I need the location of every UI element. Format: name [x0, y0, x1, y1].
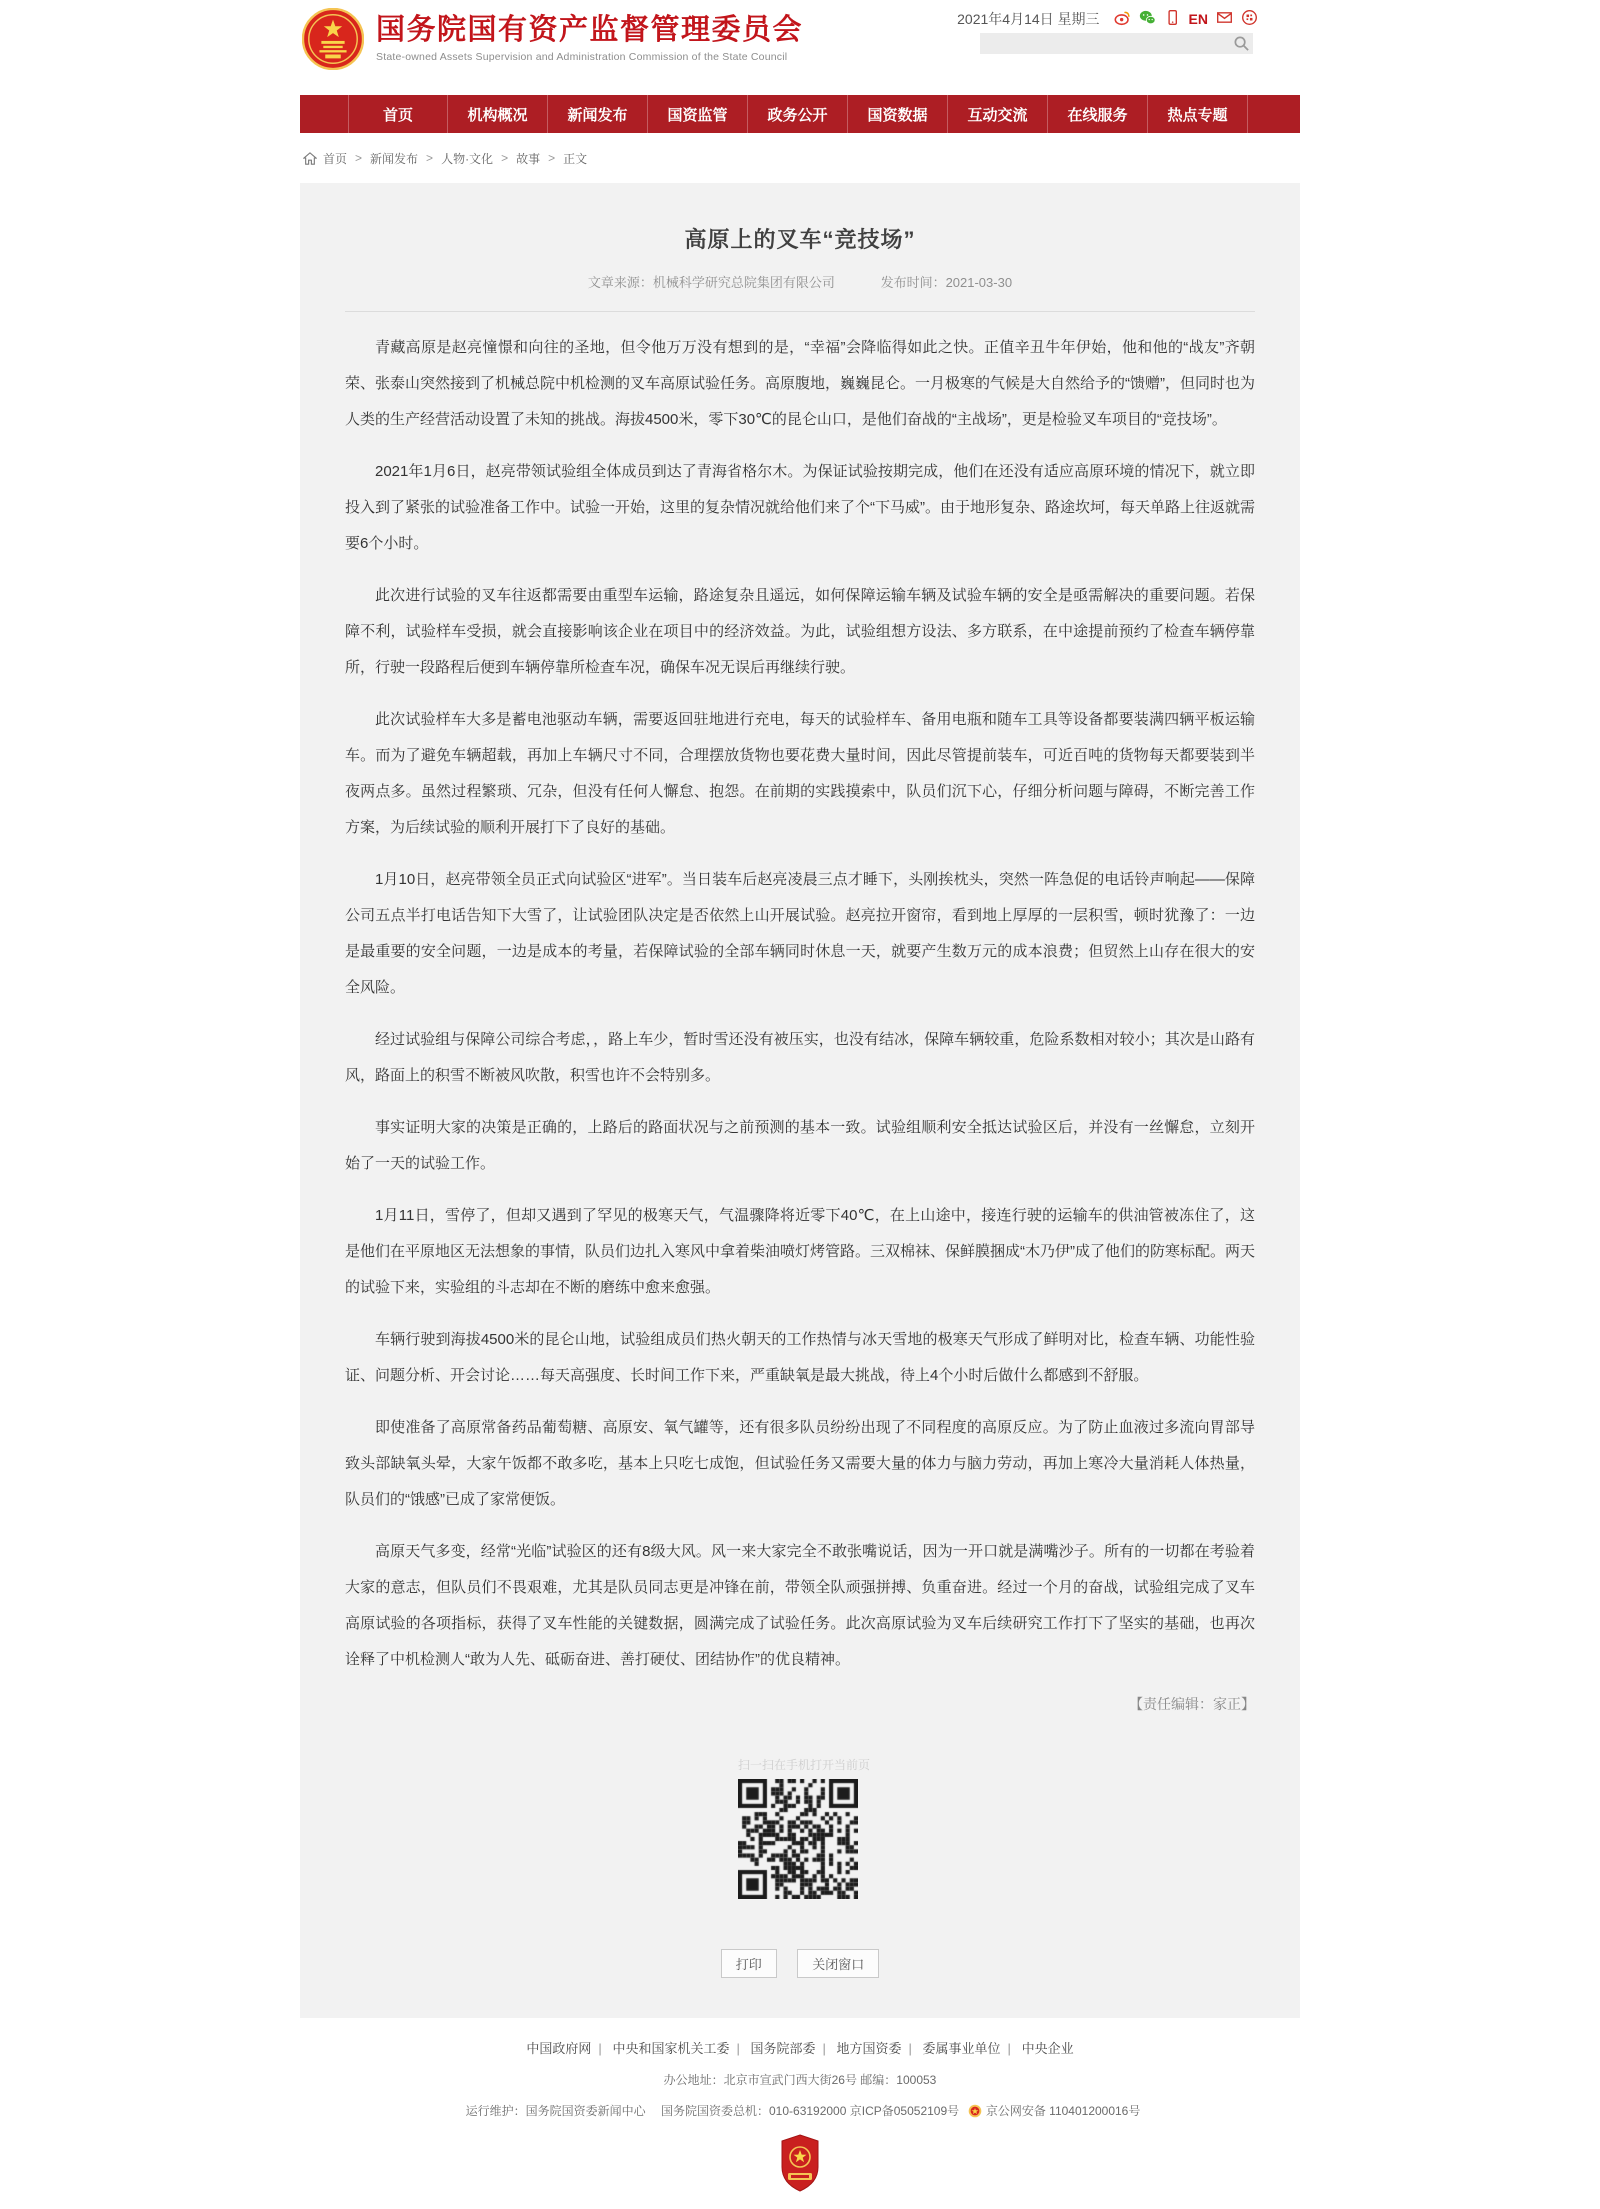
article-paragraph: 此次试验样车大多是蓄电池驱动车辆，需要返回驻地进行充电，每天的试验样车、备用电瓶和随车工具等设备都要装满四辆平板运输车。而为了避免车辆超载，再加上车辆尺寸不同，合理摆放货物也要花费大量时间，因此尽管提前装车，可近百吨的货物每天都要装到半夜两点多。虽然过程繁琐、冗杂，但没有任何人懈怠、抱怨。在前期的实践摸索中，队员们沉下心，仔细分析问题与障碍，不断完善工作方案，为后续试验的顺利开展打下了良好的基础。 [345, 711, 1255, 836]
breadcrumb-separator: > [355, 151, 363, 165]
close-window-button[interactable]: 关闭窗口 [797, 1949, 879, 1978]
breadcrumb-story[interactable]: 故事 [516, 151, 541, 166]
footer-link-institutions[interactable]: 委属事业单位 [922, 2041, 1001, 2056]
search-button[interactable] [1233, 35, 1250, 52]
footer [0, 2018, 1600, 2209]
party-emblem-badge [779, 2133, 821, 2195]
nav-item-supervision[interactable]: 国资监管 [648, 95, 748, 133]
nav-item-online-service[interactable]: 在线服务 [1048, 95, 1148, 133]
article-paragraph: 即使准备了高原常备药品葡萄糖、高原安、氧气罐等，还有很多队员纷纷出现了不同程度的高原反应。为了防止血液过多流向胃部导致头部缺氧头晕，大家午饭都不敢多吃，基本上只吃七成饱，但试验任务又需要大量的体力与脑力劳动，再加上寒冷大量消耗人体热量，队员们的“饿感”已成了家常便饭。 [345, 1419, 1255, 1508]
nav-item-home[interactable]: 首页 [348, 95, 448, 133]
weibo-icon[interactable] [1114, 9, 1131, 29]
top-bar [957, 9, 1258, 29]
home-icon [303, 152, 317, 165]
breadcrumb-separator: > [426, 151, 434, 165]
breadcrumb-separator: > [501, 151, 509, 165]
meta-divider [345, 311, 1255, 312]
article-paragraph: 青藏高原是赵亮憧憬和向往的圣地，但令他万万没有想到的是，“幸福”会降临得如此之快。正值辛丑牛年伊始，他和他的“战友”齐朝荣、张泰山突然接到了机械总院中机检测的叉车高原试验任务。高原腹地，巍巍昆仑。一月极寒的气候是大自然给予的“馈赠”，但同时也为人类的生产经营活动设置了未知的挑战。海拔4500米，零下30℃的昆仑山口，是他们奋战的“主战场”，更是检验叉车项目的“竞技场”。 [345, 339, 1255, 428]
footer-separator: | [736, 2041, 740, 2056]
wechat-icon[interactable] [1139, 9, 1156, 29]
footer-link-local-sasac[interactable]: 地方国资委 [836, 2041, 902, 2056]
article-paragraph: 高原天气多变，经常“光临”试验区的还有8级大风。风一来大家完全不敢张嘴说话，因为一开口就是满嘴沙子。所有的一切都在考验着大家的意志，但队员们不畏艰难，尤其是队员同志更是冲锋在前，带领全队顽强拼搏、负重奋进。经过一个月的奋战，试验组完成了叉车高原试验的各项指标，获得了叉车性能的关键数据，圆满完成了试验任务。此次高原试验为叉车后续研究工作打下了坚实的基础，也再次诠释了中机检测人“敢为人先、砥砺奋进、善打硬仗、团结协作”的优良精神。 [345, 1543, 1255, 1668]
footer-link-gov[interactable]: 中国政府网 [526, 2041, 592, 2056]
article-panel [300, 183, 1300, 2018]
article-paragraph: 2021年1月6日，赵亮带领试验组全体成员到达了青海省格尔木。为保证试验按期完成，他们在还没有适应高原环境的情况下，就立即投入到了紧张的试验准备工作中。试验一开始，这里的复杂情况就给他们来了个“下马威”。由于地形复杂、路途坎坷，每天单路上往返就需要6个小时。 [345, 463, 1255, 552]
search-input[interactable] [980, 33, 1253, 54]
current-date: 2021年4月14日 星期三 [957, 11, 1100, 27]
header [300, 0, 1300, 95]
search-box [980, 33, 1253, 54]
qr-block [738, 1756, 871, 1899]
nav-item-news[interactable]: 新闻发布 [548, 95, 648, 133]
print-button[interactable]: 打印 [721, 1949, 777, 1978]
footer-link-central-org[interactable]: 中央和国家机关工委 [612, 2041, 730, 2056]
nav-item-interaction[interactable]: 互动交流 [948, 95, 1048, 133]
site-title: 国务院国有资产监督管理委员会 [376, 13, 804, 46]
qr-share-icon[interactable] [1241, 9, 1258, 29]
nav-item-data[interactable]: 国资数据 [848, 95, 948, 133]
article-source: 文章来源：机械科学研究总院集团有限公司 [587, 275, 835, 290]
article-paragraph: 车辆行驶到海拔4500米的昆仑山地，试验组成员们热火朝天的工作热情与冰天雪地的极寒天气形成了鲜明对比，检查车辆、功能性验证、问题分析、开会讨论……每天高强度、长时间工作下来，严重缺氧是最大挑战，待上4个小时后做什么都感到不舒服。 [345, 1331, 1255, 1384]
article-publish-time: 发布时间：2021-03-30 [880, 275, 1013, 290]
breadcrumb [300, 133, 1300, 183]
article-paragraph: 1月10日，赵亮带领全员正式向试验区“进军”。当日装车后赵亮凌晨三点才睡下，头刚挨枕头，突然一阵急促的电话铃声响起——保障公司五点半打电话告知下大雪了，让试验团队决定是否依然上山开展试验。赵亮拉开窗帘，看到地上厚厚的一层积雪，顿时犹豫了：一边是最重要的安全问题，一边是成本的考量，若保障试验的全部车辆同时休息一天，就要产生数万元的成本浪费；但贸然上山存在很大的安全风险。 [345, 871, 1255, 996]
police-badge-icon [968, 2104, 982, 2118]
breadcrumb-home[interactable]: 首页 [323, 151, 348, 166]
article-body [345, 330, 1255, 1678]
footer-phone: 国务院国资委总机：010-63192000 京ICP备05052109号 [661, 2104, 960, 2118]
footer-police-record[interactable]: 京公网安备 110401200016号 [985, 2104, 1141, 2118]
breadcrumb-separator: > [548, 151, 556, 165]
article-paragraph: 经过试验组与保障公司综合考虑，，路上车少，暂时雪还没有被压实，也没有结冰，保障车辆较重，危险系数相对较小；其次是山路有风，路面上的积雪不断被风吹散，积雪也许不会特别多。 [345, 1031, 1255, 1084]
qr-caption: 扫一扫在手机打开当前页 [738, 1758, 871, 1772]
footer-links [0, 2038, 1600, 2057]
article-title: 高原上的叉车“竞技场” [684, 227, 916, 252]
footer-link-central-enterprises[interactable]: 中央企业 [1021, 2041, 1074, 2056]
mobile-icon[interactable] [1164, 9, 1181, 29]
footer-separator: | [1007, 2041, 1011, 2056]
site-logo[interactable] [302, 8, 803, 70]
breadcrumb-news[interactable]: 新闻发布 [370, 151, 419, 166]
editor-line: 【责任编辑：家正】 [1129, 1696, 1255, 1712]
footer-address: 办公地址：北京市宣武门西大街26号 邮编：100053 [663, 2073, 937, 2087]
article-paragraph: 事实证明大家的决策是正确的，上路后的路面状况与之前预测的基本一致。试验组顺利安全抵达试验区后，并没有一丝懈怠，立刻开始了一天的试验工作。 [345, 1119, 1255, 1172]
site-subtitle: State-owned Assets Supervision and Administration Commission of the State Council [376, 51, 788, 64]
nav-item-gov-affairs[interactable]: 政务公开 [748, 95, 848, 133]
nav-item-org-overview[interactable]: 机构概况 [448, 95, 548, 133]
footer-separator: | [908, 2041, 912, 2056]
nav-item-hot-topics[interactable]: 热点专题 [1148, 95, 1248, 133]
footer-separator: | [822, 2041, 826, 2056]
qr-code [738, 1779, 858, 1899]
footer-maintenance-row [0, 2102, 1600, 2119]
breadcrumb-people-culture[interactable]: 人物·文化 [441, 151, 494, 166]
national-emblem-icon [302, 8, 364, 70]
article-paragraph: 1月11日，雪停了，但却又遇到了罕见的极寒天气，气温骤降将近零下40℃，在上山途中，接连行驶的运输车的供油管被冻住了，这是他们在平原地区无法想象的事情，队员们边扎入寒风中拿着柴油喷灯烤管路。三双棉袜、保鲜膜捆成“木乃伊”成了他们的防寒标配。两天的试验下来，实验组的斗志却在不断的磨练中愈来愈强。 [345, 1207, 1255, 1296]
article-paragraph: 此次进行试验的叉车往返都需要由重型车运输，路途复杂且遥远，如何保障运输车辆及试验车辆的安全是亟需解决的重要问题。若保障不利，试验样车受损，就会直接影响该企业在项目中的经济效益。为此，试验组想方设法、多方联系，在中途提前预约了检查车辆停靠所，行驶一段路程后便到车辆停靠所检查车况，确保车况无误后再继续行驶。 [345, 587, 1255, 676]
breadcrumb-current: 正文 [563, 151, 588, 166]
en-link[interactable]: EN [1188, 11, 1208, 27]
search-icon [1233, 35, 1250, 52]
mail-icon[interactable] [1216, 9, 1233, 29]
main-nav [300, 95, 1300, 133]
article-actions [345, 1949, 1255, 1978]
footer-separator: | [598, 2041, 602, 2056]
footer-maintain: 运行维护：国务院国资委新闻中心 [465, 2104, 646, 2118]
article-meta [345, 272, 1255, 291]
footer-link-ministries[interactable]: 国务院部委 [750, 2041, 816, 2056]
